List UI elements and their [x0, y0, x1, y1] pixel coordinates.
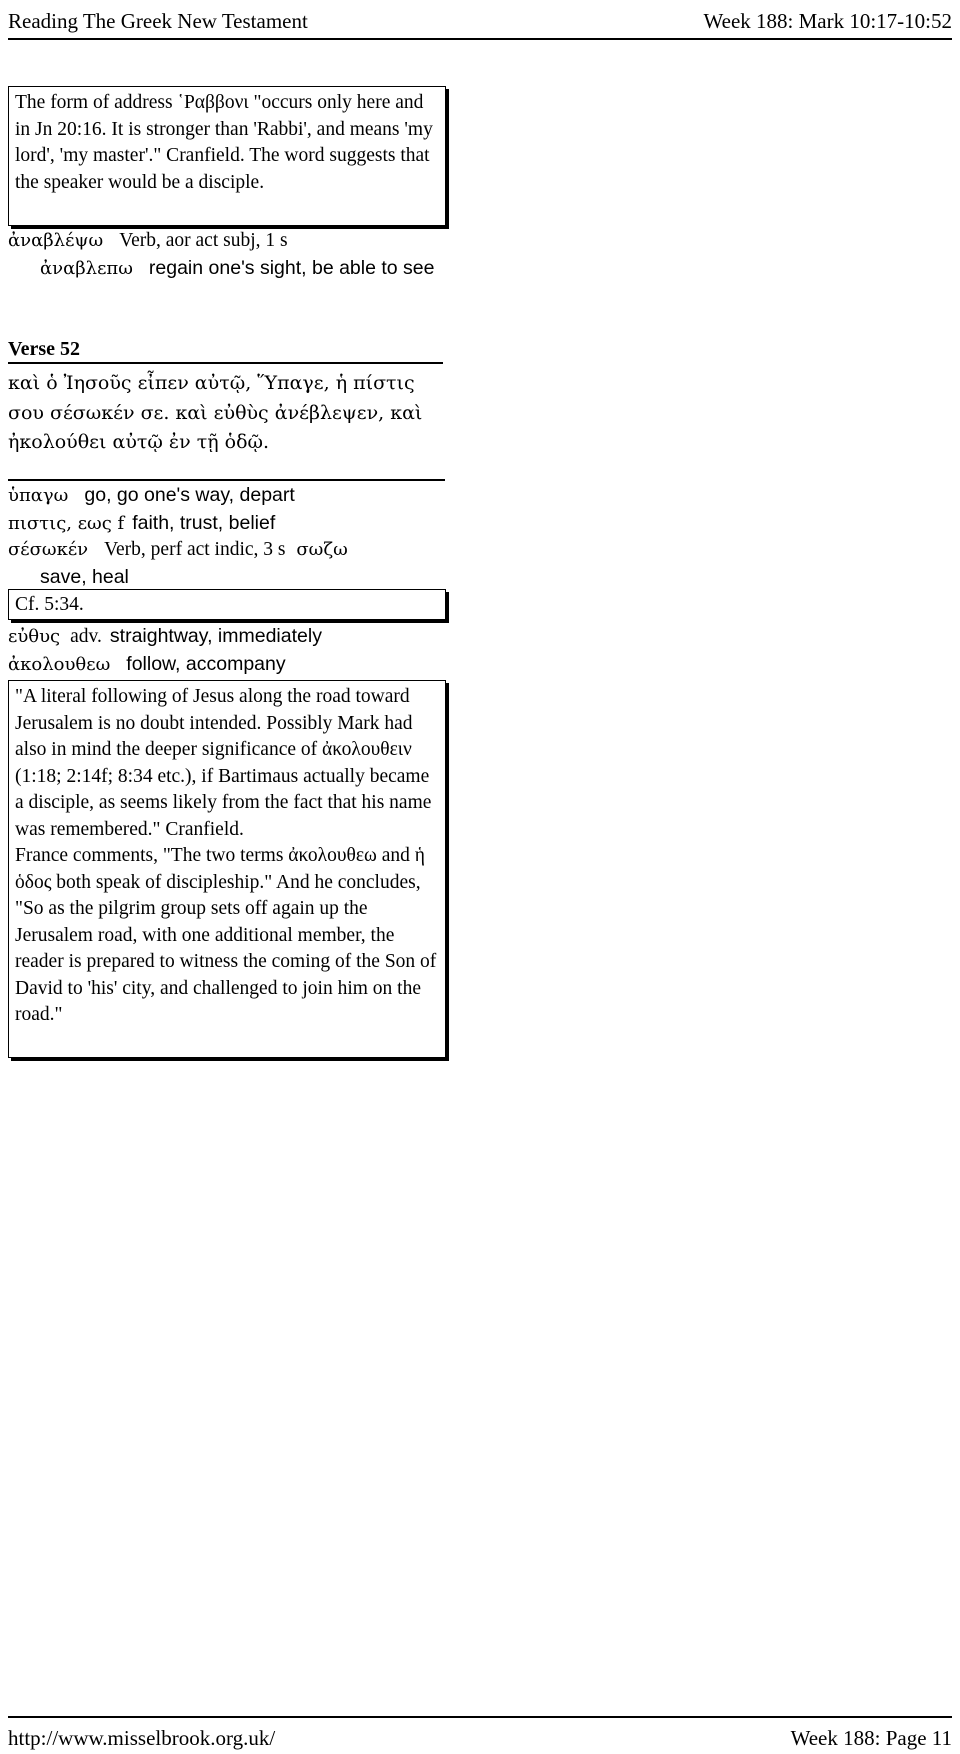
note-cf-text: Cf. 5:34. [15, 594, 84, 615]
header-title: Reading The Greek New Testament [8, 9, 308, 33]
vocab-lemma: ἀκολουθεω [8, 653, 111, 675]
vocab-item [8, 537, 448, 564]
note-cranfield-text: "A literal following of Jesus along the road toward Jerusalem is no doubt intended. Possibly Mark had also in mind the deeper significance of ἀκολουθειν (1:18; 2:14f; 8:34 etc.), if Bartimaus actually became a disciple, as seems likely from the fact that his name was remembered." Cranfield. [15, 686, 432, 840]
vocab-form: σέσωκέν [8, 539, 89, 560]
vocab-gloss: straightway, immediately [109, 625, 322, 647]
note-france-text: France comments, "The two terms ἀκολουθεω and ἡ ὁδος both speak of discipleship." And he concludes, "So as the pilgrim group sets off again up the Jerusalem road, with one additional member, the reader is prepared to witness the coming of the Son of David to 'his' city, and challenged to join him on the road." [15, 845, 437, 1025]
vocab-gloss: follow, accompany [126, 652, 286, 675]
vocab-gloss: save, heal [40, 565, 129, 588]
vocab-lemma: ἀναβλεπω [40, 257, 133, 279]
note-box-cranfield-france [8, 680, 446, 1058]
note-box-rabboni [8, 86, 446, 226]
vocab-item [8, 623, 448, 651]
vocab-parse: Verb, aor act subj, 1 s [119, 230, 288, 251]
vocab-item [8, 482, 448, 510]
greek-verse-text: καὶ ὁ Ἰησοῦς εἶπεν αὐτῷ, Ὕπαγε, ἡ πίστις σου σέσωκέν σε. καὶ εὐθὺς ἀνέβλεψεν, καὶ ἠκολούθει αὐτῷ ἐν τῇ ὁδῷ. [8, 372, 423, 453]
vocab-list-2 [8, 623, 448, 678]
page-header [8, 6, 952, 40]
vocab-form: ἀναβλέψω [8, 230, 104, 251]
vocab-lemma: σωζω [296, 539, 348, 560]
footer-url: http://www.misselbrook.org.uk/ [8, 1726, 276, 1750]
note-box-cf [8, 589, 446, 620]
vocab-entry-anablepsw [8, 228, 448, 282]
vocab-gloss: regain one's sight, be able to see [148, 256, 435, 279]
vocab-parse: Verb, perf act indic, 3 s [104, 539, 286, 560]
vocab-item [8, 651, 448, 679]
vocab-gloss: faith, trust, belief [132, 511, 276, 534]
header-week: Week 188: Mark 10:17-10:52 [703, 9, 952, 33]
verse-heading: Verse 52 [8, 336, 443, 364]
page-footer [8, 1716, 952, 1754]
vocab-item [8, 510, 448, 538]
note-rabboni-text: The form of address ῾Ραββονι "occurs only here and in Jn 20:16. It is stronger than 'Rabbi', and means 'my lord', 'my master'." Cranfield. The word suggests that the speaker would be a disciple. [15, 92, 433, 193]
vocab-lemma: εὐθυς [8, 626, 61, 647]
vocab-list-1 [8, 482, 448, 590]
footer-page: Week 188: Page 11 [790, 1726, 952, 1750]
vocab-lemma: ὑπαγω [8, 485, 69, 506]
vocab-gloss: go, go one's way, depart [84, 484, 295, 506]
divider [8, 479, 445, 481]
vocab-pos: adv. [70, 626, 102, 647]
vocab-lemma: πιστις, εως f [8, 512, 125, 534]
